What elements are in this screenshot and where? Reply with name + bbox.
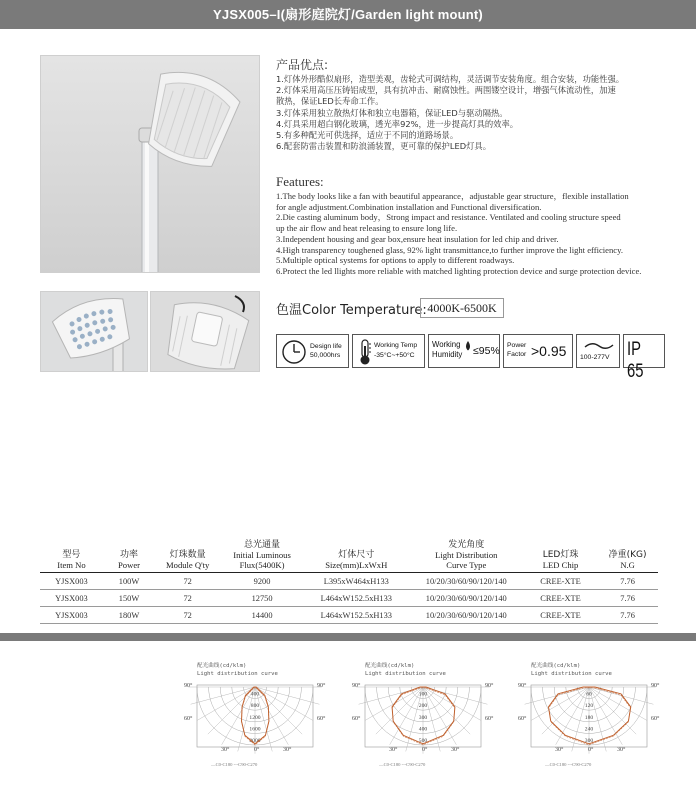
ring-label: 100	[418, 691, 428, 698]
col-luminous-flux: 总光通量 Initial Luminous Flux(5400K)	[220, 536, 304, 573]
section-divider-bar	[0, 633, 696, 641]
ring-label: 2000	[249, 738, 261, 744]
col-item-no: 型号 Item No	[40, 536, 103, 573]
working-temp-value: -35°C~+50°C	[374, 352, 415, 359]
distribution-curve-2: 配光曲线(cd/klm) Light distribution curve 100 200 300 400 500 90° 90° 60° 60° 30° 0° 30° —C0-C180 ---C90-C270	[352, 663, 494, 767]
list-item: 3.灯体采用独立散热灯体和独立电器箱，保证LED与驱动隔热。	[276, 107, 508, 118]
product-photo-led-face	[40, 291, 148, 372]
list-item: 1.灯体外形酷似扇形，造型美观，齿轮式可调结构，灵活调节安装角度。组合安装，功能性强。	[276, 74, 625, 84]
list-item: 1.The body looks like a fan with beautiful appearance，adjustable gear structure，flexible installation	[276, 191, 629, 201]
ring-label: 800	[250, 703, 260, 710]
curve-title-en: Light distribution curve	[365, 671, 446, 677]
features-en-title: Features:	[276, 174, 324, 189]
col-light-distribution: 发光角度 Light Distribution Curve Type	[409, 536, 524, 573]
col-net-weight: 净重(KG) N.G	[597, 536, 658, 573]
list-item: 2.灯体采用高压压铸铝成型，具有抗冲击、耐腐蚀性。两围镂空设计，增强气体流动性，加速	[276, 85, 616, 96]
polar-spoke	[255, 687, 313, 720]
list-item: 6.Protect the led llights more reliable with matched lighting protection device and surge protection device.	[276, 265, 642, 276]
curve-title-cn: 配光曲线(cd/klm)	[531, 663, 581, 669]
spec-working-temp	[352, 334, 425, 368]
polar-spoke	[197, 687, 255, 720]
page-title: YJSX005–I(扇形庭院灯/Garden light mount)	[213, 7, 483, 22]
product-photo-main	[40, 55, 260, 273]
list-item: 6.配套防雷击装置和防浪涌装置，更可靠的保护LED灯具。	[276, 141, 491, 152]
spec-ip-rating	[623, 334, 665, 382]
ring-label: 400	[418, 726, 428, 733]
col-size: 灯体尺寸 Size(mm)LxWxH	[304, 536, 409, 573]
power-factor-value: >0.95	[531, 343, 567, 359]
table-row: YJSX003 100W 72 9200 L395xW464xH133 10/20/30/60/90/120/140 CREE-XTE 7.76	[40, 573, 658, 590]
ring-label: 1200	[249, 714, 261, 721]
features-cn-list	[276, 74, 624, 152]
polar-spoke	[531, 687, 589, 720]
list-item: 5.Multiple optical systems for options to apply to different roadways.	[276, 255, 515, 266]
col-module-qty: 灯珠数量 Module Q'ty	[155, 536, 220, 573]
list-item: for angle adjustment.Combination installation and Functional diversification.	[276, 201, 542, 212]
distribution-curve-1: 配光曲线(cd/klm) Light distribution curve 400 800 1200 1600 2000 90° 90° 60° 60° 30° 0° 30° —C0-C180 ---C90-C270	[184, 663, 326, 767]
list-item: 4.灯具采用超白钢化玻璃，透光率92%，进一步提高灯具的效率。	[276, 118, 519, 129]
polar-spoke	[589, 687, 622, 745]
table-row: YJSX003 180W 72 14400 L464xW152.5xH133 10/20/30/60/90/120/140 CREE-XTE 7.76	[40, 607, 658, 624]
page-header-bar	[0, 0, 696, 29]
list-item: 2.Die casting aluminum body，Strong impact and resistance. Ventilated and cooling structure speed	[276, 212, 621, 223]
curve-title-cn: 配光曲线(cd/klm)	[197, 663, 247, 669]
ip-rating-value: IP 65	[627, 339, 644, 382]
spec-humidity	[428, 334, 500, 368]
polar-spoke	[423, 687, 456, 745]
ring-label: 500	[418, 738, 428, 744]
curve-title-cn: 配光曲线(cd/klm)	[365, 663, 415, 669]
spec-design-life	[276, 334, 349, 368]
water-drop-icon	[464, 341, 472, 351]
list-item: up the air flow and heat releasing to ensure long life.	[276, 223, 458, 234]
ring-label: 300	[584, 738, 594, 744]
curve-title-en: Light distribution curve	[197, 671, 278, 677]
ring-label: 1600	[249, 726, 261, 733]
table-header-row	[40, 536, 658, 573]
spec-voltage	[576, 334, 620, 368]
curve-title-en: Light distribution curve	[531, 671, 612, 677]
product-spec-table	[40, 536, 658, 624]
ring-label: 60	[586, 691, 592, 698]
ring-label: 200	[418, 703, 428, 710]
color-temp-label: 色温Color Temperature:	[276, 303, 427, 318]
color-temp-value: 4000K-6500K	[420, 298, 504, 318]
polar-spoke	[589, 687, 647, 720]
list-item: 4.High transparency toughened glass, 92% light transmittance,to further improve the light efficiency.	[276, 244, 623, 255]
humidity-value: ≤95%	[473, 345, 500, 357]
product-photo-back	[150, 291, 260, 372]
design-life-label: Design life	[310, 343, 342, 350]
humidity-label-2: Humidity	[432, 350, 463, 359]
spec-power-factor	[503, 334, 573, 368]
design-life-value: 50,000hrs	[310, 352, 341, 359]
list-item: 3.Independent housing and gear box,ensure heat insulation for led chip and driver.	[276, 233, 559, 244]
col-led-chip: LED灯珠 LED Chip	[524, 536, 597, 573]
ring-label: 120	[584, 703, 594, 710]
clock-icon	[280, 338, 308, 366]
features-cn-title: 产品优点:	[276, 58, 329, 72]
features-en-list	[276, 191, 641, 277]
table-row: YJSX003 150W 72 12750 L464xW152.5xH133 10/20/30/60/90/120/140 CREE-XTE 7.76	[40, 590, 658, 607]
humidity-label-1: Working	[432, 340, 461, 349]
list-item: 散热，保证LED长寿命工作。	[276, 96, 384, 107]
ring-label: 240	[584, 726, 594, 733]
power-factor-label-1: Power	[507, 342, 527, 349]
ring-label: 180	[584, 714, 594, 721]
ac-wave-icon	[584, 341, 614, 351]
distribution-curve-3: 配光曲线(cd/klm) Light distribution curve 60 120 180 240 300 90° 90° 60° 60° 30° 0° 30° —C0-C180 ---C90-C270	[518, 663, 660, 767]
thermometer-icon	[357, 338, 373, 366]
ring-label: 400	[250, 691, 260, 698]
ring-label: 300	[418, 714, 428, 721]
list-item: 5.有多种配光可供选择，适应于不同的道路场景。	[276, 130, 459, 141]
col-power: 功率 Power	[103, 536, 155, 573]
working-temp-label: Working Temp	[374, 342, 418, 349]
voltage-value: 100-277V	[580, 354, 610, 361]
power-factor-label-2: Factor	[507, 351, 527, 358]
